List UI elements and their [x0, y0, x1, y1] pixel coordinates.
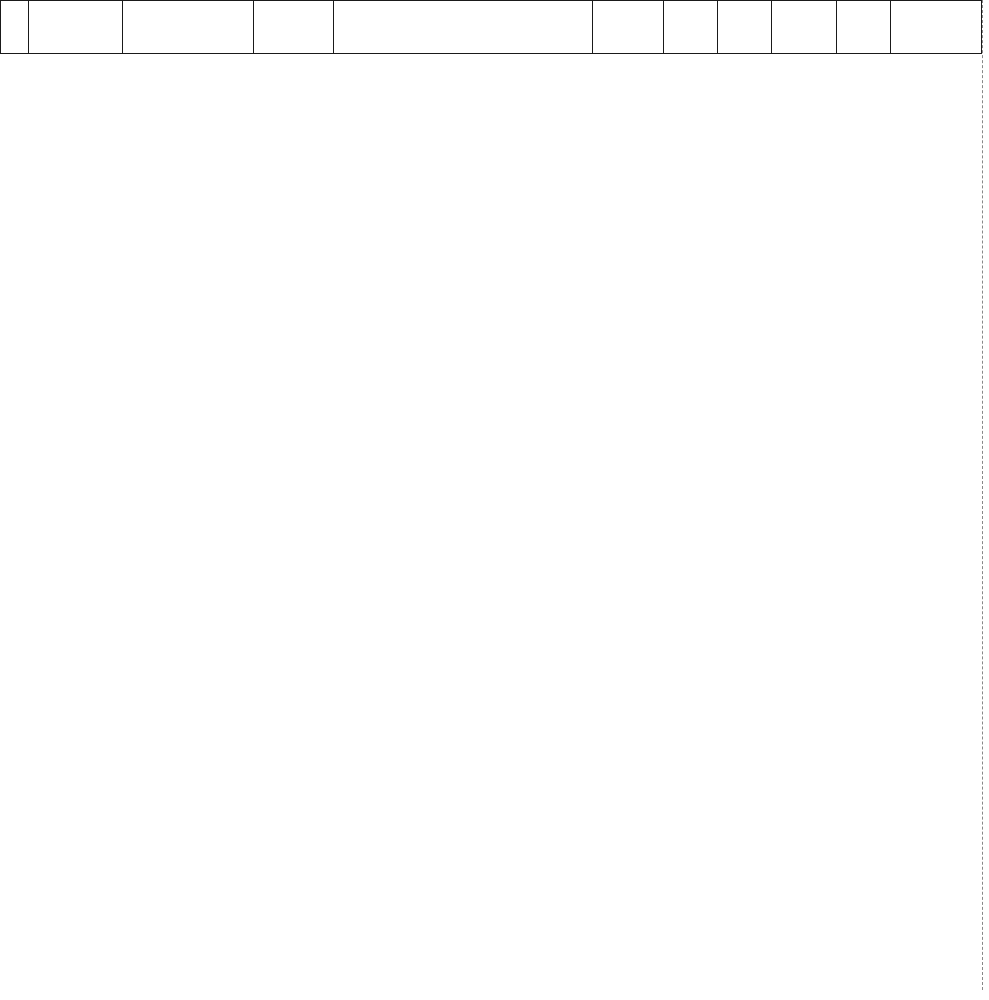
spreadsheet: [0, 0, 982, 54]
header-universitesi[interactable]: [334, 1, 593, 54]
data-table-top: [0, 0, 982, 54]
header-aciklama[interactable]: [891, 1, 982, 54]
header-intibak-sinifi[interactable]: [664, 1, 718, 54]
header-adi[interactable]: [123, 1, 254, 54]
header-soyadi[interactable]: [254, 1, 334, 54]
header-row: [1, 1, 982, 54]
header-osym-yili[interactable]: [718, 1, 772, 54]
header-osym-puani[interactable]: [772, 1, 837, 54]
header-tc-kimlik[interactable]: [29, 1, 123, 54]
header-sn[interactable]: [1, 1, 29, 54]
page-break-line: [982, 0, 983, 990]
header-basvurdugu-sinifi[interactable]: [593, 1, 664, 54]
header-osym-taban-puani[interactable]: [837, 1, 891, 54]
